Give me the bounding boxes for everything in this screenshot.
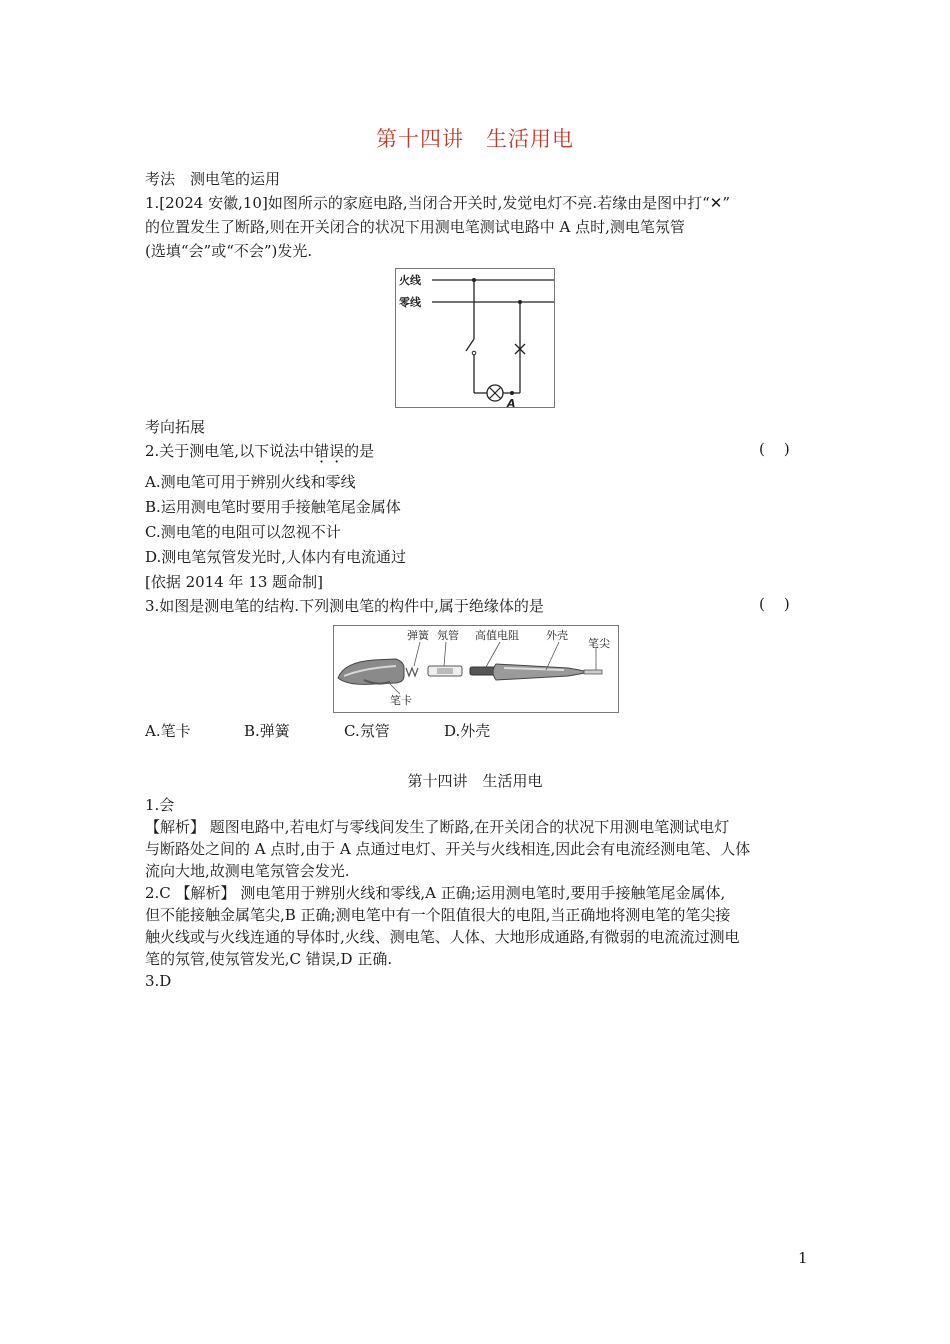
circuit-figure — [395, 268, 555, 408]
source-note: [依据 2014 年 13 题命制] — [145, 573, 324, 591]
page-number: 1 — [798, 1249, 808, 1267]
q2-stem-start: 2.关于测电笔,以下说法中 — [145, 442, 315, 460]
section-heading-extension: 考向拓展 — [145, 418, 206, 436]
resistor-label: 高值电阻 — [475, 629, 519, 642]
answer-2-line-4: 笔的氖管,使氖管发光,C 错误,D 正确. — [145, 950, 393, 968]
pen-tip — [584, 670, 602, 674]
q3-option-c: C.氖管 — [344, 722, 390, 740]
q3-option-b: B.弹簧 — [244, 722, 290, 740]
q2-option-d: D.测电笔氖管发光时,人体内有电流通过 — [145, 548, 407, 566]
page-title: 第十四讲 生活用电 — [376, 127, 574, 151]
q3-answer-bracket: ( ) — [759, 595, 790, 613]
answer-2-line-3: 触火线或与火线连通的导体时,火线、测电笔、人体、大地形成通路,有微弱的电流流过测电 — [145, 928, 740, 946]
q1-line-3: (选填“会”或“不会”)发光. — [145, 242, 313, 260]
answer-2-line-1: 2.C 【解析】 测电笔用于辨别火线和零线,A 正确;运用测电笔时,要用手接触笔尾金属体, — [145, 884, 726, 902]
spring-label: 弹簧 — [407, 629, 429, 642]
neutral-wire-label: 零线 — [399, 296, 421, 309]
q2-stem-end: 的是 — [344, 442, 375, 460]
clip-label: 笔卡 — [390, 694, 412, 707]
shell-label: 外壳 — [546, 629, 568, 642]
q3-stem: 3.如图是测电笔的结构.下列测电笔的构件中,属于绝缘体的是 — [145, 597, 544, 615]
tip-label: 笔尖 — [588, 637, 610, 650]
answer-1: 1.会 — [145, 796, 175, 814]
answer-1-explanation-line-3: 流向大地,故测电笔氖管会发光. — [145, 862, 350, 880]
section-heading: 考法 测电笔的运用 — [145, 170, 281, 188]
answer-2-line-2: 但不能接触金属笔尖,B 正确;测电笔中有一个阻值很大的电阻,当正确地将测电笔的笔尖接 — [145, 906, 731, 924]
q1-line-1: 1.[2024 安徽,10]如图所示的家庭电路,当闭合开关时,发觉电灯不亮.若缘由是图中打“✕” — [145, 194, 731, 212]
point-a-dot — [510, 391, 514, 395]
pen-spring — [406, 668, 418, 676]
switch-blade — [466, 339, 474, 351]
high-resistor — [470, 667, 496, 675]
point-a-label: A — [507, 397, 516, 407]
q2-emphasis-2: 误 — [329, 442, 345, 460]
q1-line-2: 的位置发生了断路,则在开关闭合的状况下用测电笔测试电路中 A 点时,测电笔氖管 — [145, 218, 685, 236]
q3-option-a: A.笔卡 — [145, 722, 191, 740]
q2-stem — [145, 440, 374, 462]
q2-option-b: B.运用测电笔时要用手接触笔尾金属体 — [145, 498, 401, 516]
live-wire-label: 火线 — [399, 274, 421, 287]
answers-title: 第十四讲 生活用电 — [407, 772, 543, 790]
switch-contact — [472, 351, 476, 355]
pen-shell — [493, 664, 584, 680]
pen-cap — [338, 659, 404, 684]
answer-3: 3.D — [145, 972, 172, 990]
q3-option-d: D.外壳 — [444, 722, 491, 740]
test-pen-figure — [333, 625, 619, 713]
answer-1-explanation-line-2: 与断路处之间的 A 点时,由于 A 点通过电灯、开关与火线相连,因此会有电流经测电笔、人体 — [145, 840, 751, 858]
q2-emphasis-1: 错 — [314, 442, 330, 460]
answer-1-explanation-line-1: 【解析】 题图电路中,若电灯与零线间发生了断路,在开关闭合的状况下用测电笔测试电灯 — [145, 818, 730, 836]
neon-label: 氖管 — [437, 629, 459, 642]
q2-option-c: C.测电笔的电阻可以忽视不计 — [145, 523, 341, 541]
q2-answer-bracket: ( ) — [759, 440, 790, 458]
circuit-diagram — [396, 269, 554, 407]
q2-option-a: A.测电笔可用于辨别火线和零线 — [145, 473, 356, 491]
test-pen-diagram — [334, 626, 618, 712]
